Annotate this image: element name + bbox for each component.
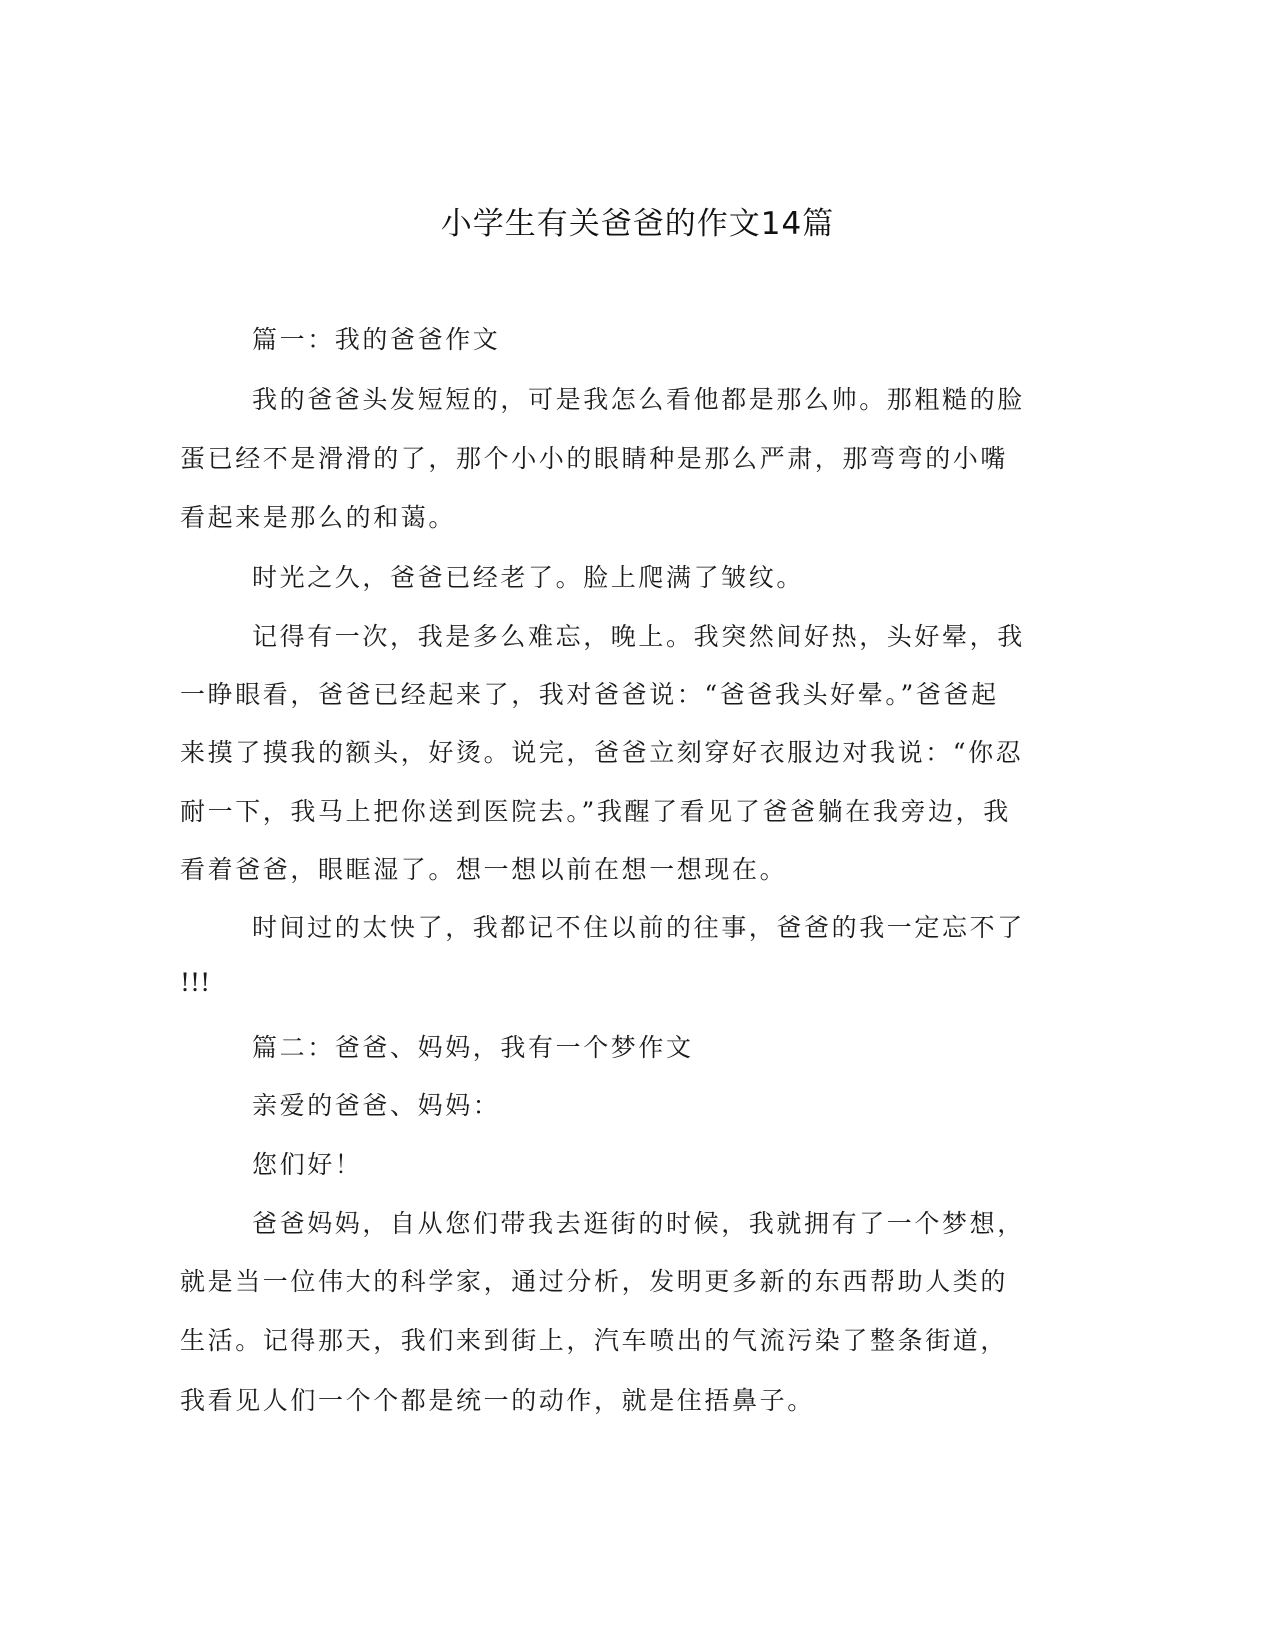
body-line: !!!	[180, 968, 211, 997]
body-line: 生活。记得那天，我们来到街上，汽车喷出的气流污染了整条街道，	[180, 1326, 1009, 1355]
body-line: 看起来是那么的和蔼。	[180, 503, 457, 532]
body-line: 就是当一位伟大的科学家，通过分析，发明更多新的东西帮助人类的	[180, 1267, 1009, 1296]
body-line: 我的爸爸头发短短的，可是我怎么看他都是那么帅。那粗糙的脸	[252, 385, 1025, 414]
section-heading-1: 篇一：我的爸爸作文	[252, 325, 501, 354]
body-line: 蛋已经不是滑滑的了，那个小小的眼睛种是那么严肃，那弯弯的小嘴	[180, 444, 1009, 473]
section-heading-2: 篇二：爸爸、妈妈，我有一个梦作文	[252, 1033, 694, 1062]
body-line: 来摸了摸我的额头，好烫。说完，爸爸立刻穿好衣服边对我说：“你忍	[180, 738, 1024, 767]
body-line: 亲爱的爸爸、妈妈：	[252, 1091, 501, 1120]
body-line: 一睁眼看，爸爸已经起来了，我对爸爸说：“爸爸我头好晕。”爸爸起	[180, 680, 999, 709]
body-line: 时间过的太快了，我都记不住以前的往事，爸爸的我一定忘不了	[252, 913, 1025, 942]
body-line: 爸爸妈妈，自从您们带我去逛街的时候，我就拥有了一个梦想，	[252, 1209, 1025, 1238]
document-title: 小学生有关爸爸的作文14篇	[440, 206, 835, 242]
body-line: 记得有一次，我是多么难忘，晚上。我突然间好热，头好晕，我	[252, 622, 1025, 651]
body-line: 看着爸爸，眼眶湿了。想一想以前在想一想现在。	[180, 855, 788, 884]
body-line: 耐一下，我马上把你送到医院去。”我醒了看见了爸爸躺在我旁边，我	[180, 797, 1011, 826]
body-line: 时光之久，爸爸已经老了。脸上爬满了皱纹。	[252, 563, 805, 592]
body-line: 您们好！	[252, 1150, 363, 1179]
body-line: 我看见人们一个个都是统一的动作，就是住捂鼻子。	[180, 1386, 815, 1415]
